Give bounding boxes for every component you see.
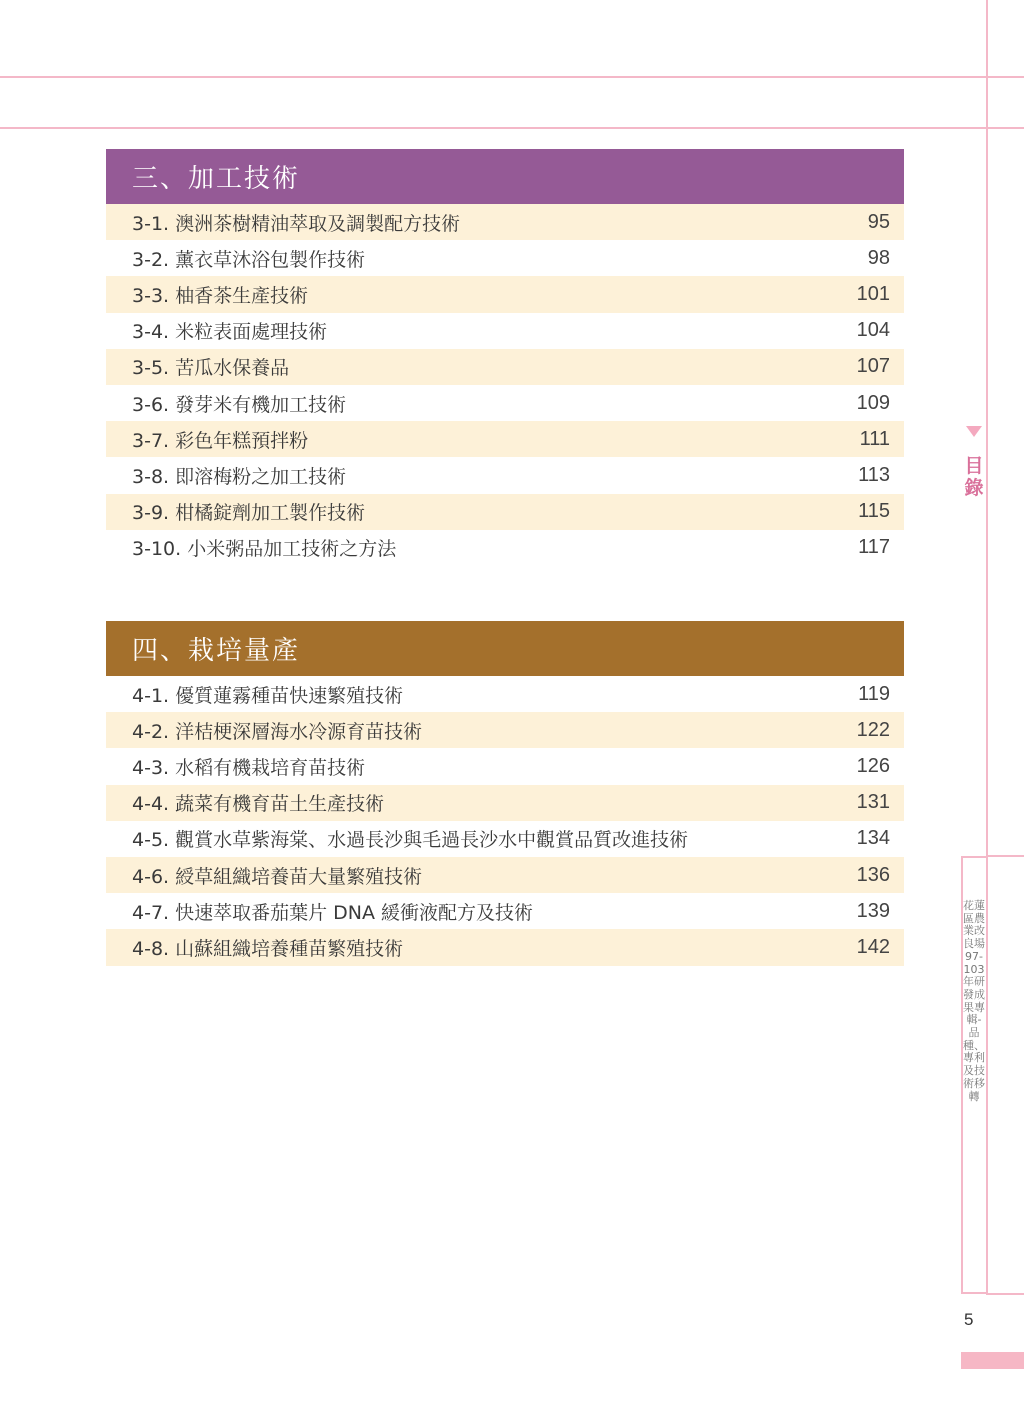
toc-entry[interactable] <box>106 530 904 566</box>
section-title: 三、加工技術 <box>132 164 301 194</box>
entry-title: 4-6. 綬草組織培養苗大量繁殖技術 <box>132 865 423 888</box>
triangle-down-icon <box>966 426 982 437</box>
entry-title: 3-1. 澳洲茶樹精油萃取及調製配方技術 <box>132 212 461 235</box>
entry-title: 4-5. 觀賞水草紫海棠、水過長沙與毛過長沙水中觀賞品質改進技術 <box>132 829 689 852</box>
entry-title: 3-7. 彩色年糕預拌粉 <box>132 429 309 452</box>
entry-page: 119 <box>858 682 890 705</box>
entry-page: 109 <box>856 391 890 414</box>
toc-entry[interactable] <box>106 385 904 421</box>
toc-entry[interactable] <box>106 204 904 240</box>
toc-entry[interactable] <box>106 457 904 493</box>
page-number: 5 <box>964 1310 974 1329</box>
entry-title: 4-4. 蔬菜有機育苗土生產技術 <box>132 793 385 816</box>
entry-page: 95 <box>867 210 890 233</box>
entry-title: 3-9. 柑橘錠劑加工製作技術 <box>132 502 366 525</box>
entry-page: 101 <box>856 282 890 305</box>
entry-page: 98 <box>867 246 890 269</box>
top-rule-2 <box>0 127 1024 129</box>
entry-title: 4-7. 快速萃取番茄葉片 DNA 緩衝液配方及技術 <box>132 901 534 924</box>
toc-entry[interactable] <box>106 821 904 857</box>
entry-title: 4-1. 優質蓮霧種苗快速繁殖技術 <box>132 684 404 707</box>
section-title: 四、栽培量產 <box>132 636 301 666</box>
toc-entry[interactable] <box>106 313 904 349</box>
entry-page: 122 <box>856 718 890 741</box>
entry-title: 3-10. 小米粥品加工技術之方法 <box>132 538 397 561</box>
entry-title: 3-4. 米粒表面處理技術 <box>132 321 328 344</box>
entry-page: 117 <box>858 536 890 559</box>
entry-title: 4-2. 洋桔梗深層海水冷源育苗技術 <box>132 720 423 743</box>
toc-section-cultivation <box>106 621 904 966</box>
entry-page: 134 <box>856 827 890 850</box>
entry-page: 131 <box>856 791 890 814</box>
entry-page: 115 <box>858 500 890 523</box>
toc-entry[interactable] <box>106 929 904 965</box>
entry-page: 107 <box>856 355 890 378</box>
entry-title: 3-5. 苦瓜水保養品 <box>132 357 290 380</box>
toc-entry[interactable] <box>106 857 904 893</box>
entry-page: 142 <box>856 935 890 958</box>
side-box-bottom-rule <box>986 1293 1024 1295</box>
toc-entry[interactable] <box>106 785 904 821</box>
toc-entry[interactable] <box>106 276 904 312</box>
entry-title: 3-8. 即溶梅粉之加工技術 <box>132 465 347 488</box>
toc-entry[interactable] <box>106 893 904 929</box>
entry-page: 113 <box>858 463 890 486</box>
toc-entry[interactable] <box>106 676 904 712</box>
entry-page: 104 <box>856 319 890 342</box>
toc-entry[interactable] <box>106 421 904 457</box>
book-title-vertical: 花蓮區農業改良場97-103年研發成果專輯-品種、專利及技術移轉 <box>963 899 985 1103</box>
entry-page: 136 <box>856 863 890 886</box>
entry-title: 3-6. 發芽米有機加工技術 <box>132 393 347 416</box>
page-number-bar <box>961 1352 1024 1369</box>
toc-entry[interactable] <box>106 748 904 784</box>
toc-side-tab[interactable] <box>962 426 986 499</box>
toc-tab-label: 目錄 <box>964 455 984 499</box>
toc-entry[interactable] <box>106 349 904 385</box>
entry-page: 126 <box>856 754 890 777</box>
toc-section-processing <box>106 149 904 566</box>
entry-title: 3-3. 柚香茶生產技術 <box>132 284 309 307</box>
entry-title: 4-8. 山蘇組織培養種苗繁殖技術 <box>132 937 404 960</box>
entry-page: 111 <box>859 427 890 450</box>
entry-title: 4-3. 水稻有機栽培育苗技術 <box>132 756 366 779</box>
toc-entry[interactable] <box>106 712 904 748</box>
entry-title: 3-2. 薰衣草沐浴包製作技術 <box>132 248 366 271</box>
entry-page: 139 <box>856 899 890 922</box>
section-header <box>106 149 904 204</box>
toc-entry[interactable] <box>106 494 904 530</box>
section-header <box>106 621 904 676</box>
top-rule-1 <box>0 76 1024 78</box>
side-box-top-rule <box>986 855 1024 857</box>
toc-entry[interactable] <box>106 240 904 276</box>
